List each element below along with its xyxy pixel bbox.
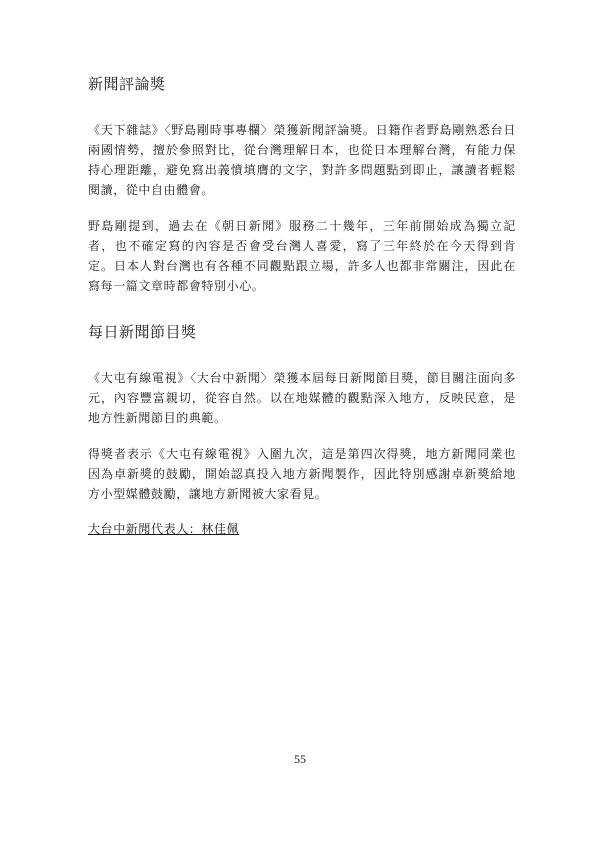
paragraph: 《大屯有線電視》〈大台中新聞〉榮獲本屆每日新聞節目獎，節目關注面向多元，內容豐富親切，從容自然。以在地媒體的觀點深入地方，反映民意，是地方性新聞節目的典範。 xyxy=(88,371,516,425)
page-number: 55 xyxy=(294,752,306,766)
representative-signature: 大台中新聞代表人：林佳佩 xyxy=(88,522,240,536)
section-title-news-commentary: 新聞評論獎 xyxy=(88,75,166,93)
paragraph: 《天下雜誌》〈野島剛時事專欄〉榮獲新聞評論獎。日籍作者野島剛熟悉台日兩國情勢，擅於參照對比，從台灣理解日本，也從日本理解台灣，有能力保持心理距離，避免寫出義憤填膺的文字，對許多問題點到即止，讓讀者輕鬆閱讀，從中自由體會。 xyxy=(88,123,516,197)
section-title-daily-news-program: 每日新聞節目獎 xyxy=(88,323,197,341)
paragraph: 得獎者表示《大屯有線電視》入圍九次，這是第四次得獎，地方新聞同業也因為卓新獎的鼓勵，開始認真投入地方新聞製作，因此特別感謝卓新獎給地方小型媒體鼓勵，讓地方新聞被大家看見。 xyxy=(88,447,516,501)
page-content xyxy=(88,74,516,538)
paragraph: 野島剛提到，過去在《朝日新聞》服務二十幾年，三年前開始成為獨立記者，也不確定寫的內容是否會受台灣人喜愛，寫了三年終於在今天得到肯定。日本人對台灣也有各種不同觀點跟立場，許多人也都非常關注，因此在寫每一篇文章時都會特別小心。 xyxy=(88,219,516,293)
section-spacer xyxy=(88,312,516,322)
